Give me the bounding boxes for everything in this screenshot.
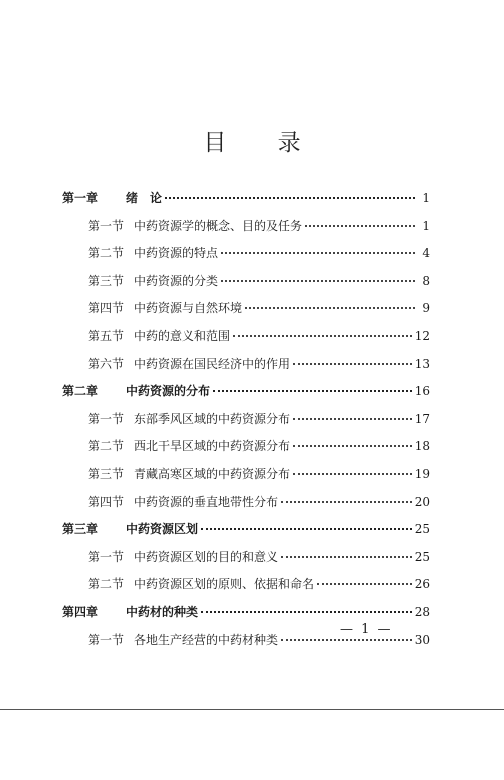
toc-entry-title: 东部季风区域的中药资源分布 bbox=[134, 411, 291, 426]
toc-section-entry[interactable] bbox=[88, 549, 430, 565]
dot-leader bbox=[233, 335, 412, 337]
dot-leader bbox=[281, 556, 412, 558]
dot-leader bbox=[245, 307, 415, 309]
toc-entry-title: 中药资源区划的原则、依据和命名 bbox=[134, 577, 315, 592]
toc-section-entry[interactable] bbox=[88, 411, 430, 427]
toc-section-entry[interactable] bbox=[88, 300, 430, 316]
toc-entry-number: 第二章 bbox=[62, 384, 99, 399]
toc-entry-title: 中药资源的特点 bbox=[134, 246, 219, 261]
toc-entry-number: 第四节 bbox=[88, 301, 125, 316]
toc-entry-page: 12 bbox=[414, 329, 430, 343]
toc-entry-page: 30 bbox=[414, 632, 430, 647]
toc-entry-number: 第二节 bbox=[88, 246, 125, 261]
toc-section-entry[interactable] bbox=[88, 245, 430, 261]
toc-entry-page: 18 bbox=[414, 439, 430, 454]
bottom-rule bbox=[0, 709, 504, 710]
toc-entry-number: 第二节 bbox=[88, 577, 125, 592]
toc-entry-page: 4 bbox=[422, 246, 430, 261]
toc-entry-title: 中药资源的分类 bbox=[134, 273, 219, 288]
toc-section-entry[interactable] bbox=[88, 438, 430, 454]
dot-leader bbox=[281, 501, 412, 503]
toc-section-entry[interactable] bbox=[88, 576, 430, 592]
dot-leader bbox=[293, 445, 412, 447]
toc-section-entry[interactable] bbox=[88, 273, 430, 289]
toc-entry-title: 各地生产经营的中药材种类 bbox=[134, 632, 279, 647]
toc-entry-number: 第三章 bbox=[62, 522, 99, 537]
toc-entry-title: 中药资源区划的目的和意义 bbox=[134, 549, 279, 564]
toc-entry-number: 第二节 bbox=[88, 439, 125, 454]
dot-leader bbox=[293, 418, 412, 420]
page-number: — 1 — bbox=[340, 622, 393, 637]
toc-entry-page: 1 bbox=[422, 218, 430, 233]
toc-section-entry[interactable] bbox=[88, 494, 430, 510]
toc-entry-page: 8 bbox=[422, 273, 430, 288]
toc-entry-number: 第一章 bbox=[62, 191, 99, 205]
dot-leader bbox=[213, 390, 412, 392]
dot-leader bbox=[293, 473, 412, 475]
toc-entry-title: 绪 论 bbox=[126, 191, 163, 205]
toc-entry-title: 中药材的种类 bbox=[126, 605, 199, 619]
dot-leader bbox=[221, 280, 415, 282]
toc-entry-page: 25 bbox=[414, 549, 430, 564]
toc-entry-number: 第五节 bbox=[88, 329, 125, 343]
toc-entry-title: 中药资源学的概念、目的及任务 bbox=[134, 218, 303, 233]
dot-leader bbox=[281, 639, 412, 641]
toc-entry-page: 28 bbox=[414, 605, 430, 619]
toc-entry-number: 第六节 bbox=[88, 356, 125, 371]
toc-entry-title: 中药资源在国民经济中的作用 bbox=[134, 356, 291, 371]
toc-entry-number: 第四章 bbox=[62, 605, 99, 619]
toc-entry-number: 第一节 bbox=[88, 411, 125, 426]
toc-entry-title: 中药资源区划 bbox=[126, 522, 199, 537]
toc-entry-title: 青藏高寒区域的中药资源分布 bbox=[134, 467, 291, 481]
toc-entry-number: 第四节 bbox=[88, 494, 125, 509]
dot-leader bbox=[201, 528, 412, 530]
toc-entry-number: 第一节 bbox=[88, 632, 125, 647]
toc-section-entry[interactable] bbox=[88, 328, 430, 344]
toc-entry-page: 17 bbox=[414, 411, 430, 426]
toc-entry-page: 20 bbox=[414, 494, 430, 509]
toc-entry-number: 第三节 bbox=[88, 273, 125, 288]
toc-entry-number: 第一节 bbox=[88, 549, 125, 564]
toc-chapter-entry[interactable] bbox=[62, 604, 430, 620]
toc-entry-number: 第一节 bbox=[88, 218, 125, 233]
toc-entry-title: 中药资源与自然环境 bbox=[134, 301, 243, 316]
toc-entry-number: 第三节 bbox=[88, 467, 125, 481]
toc-entry-title: 中药的意义和范围 bbox=[134, 329, 231, 343]
toc-chapter-entry[interactable] bbox=[62, 383, 430, 399]
dot-leader bbox=[221, 252, 415, 254]
dot-leader bbox=[201, 611, 412, 613]
toc-entry-page: 19 bbox=[414, 467, 430, 481]
toc-entry-page: 26 bbox=[414, 577, 430, 592]
toc-entry-title: 西北干旱区域的中药资源分布 bbox=[134, 439, 291, 454]
toc-section-entry[interactable] bbox=[88, 218, 430, 234]
dot-leader bbox=[317, 583, 412, 585]
toc-entry-page: 16 bbox=[414, 384, 430, 399]
toc-chapter-entry[interactable] bbox=[62, 190, 430, 206]
toc-section-entry[interactable] bbox=[88, 466, 430, 482]
toc-entry-title: 中药资源的垂直地带性分布 bbox=[134, 494, 279, 509]
dot-leader bbox=[305, 225, 415, 227]
toc-entry-page: 13 bbox=[414, 356, 430, 371]
page-title: 目 录 bbox=[203, 130, 323, 156]
toc-entry-page: 9 bbox=[422, 301, 430, 316]
toc-chapter-entry[interactable] bbox=[62, 521, 430, 537]
toc-entry-page: 25 bbox=[414, 522, 430, 537]
dot-leader bbox=[165, 197, 415, 199]
toc-entry-page: 1 bbox=[422, 191, 430, 205]
toc-section-entry[interactable] bbox=[88, 356, 430, 372]
toc-entry-title: 中药资源的分布 bbox=[126, 384, 211, 399]
dot-leader bbox=[293, 363, 412, 365]
